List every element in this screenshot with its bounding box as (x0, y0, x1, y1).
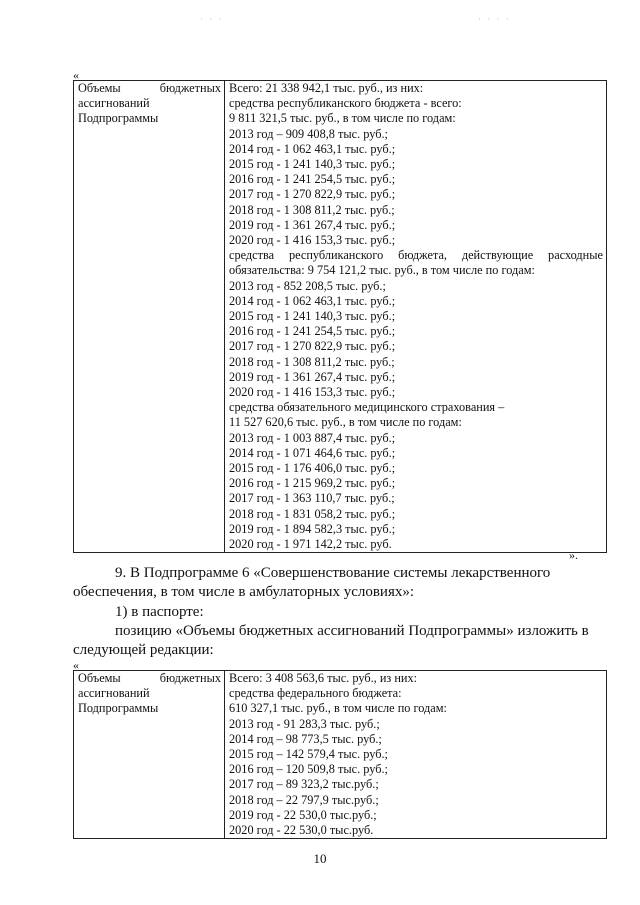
table-value-cell (225, 81, 607, 553)
year-line: 2016 год - 1 241 254,5 тыс. руб.; (229, 172, 396, 187)
year-line: 2015 год – 142 579,4 тыс. руб.; (229, 747, 388, 762)
year-line: 2020 год - 1 971 142,2 тыс. руб. (229, 537, 392, 552)
total-line: Всего: 3 408 563,6 тыс. руб., из них: (229, 671, 418, 685)
table-label-cell: Объемы бюджетных ассигнований Подпрограммы (74, 81, 225, 553)
year-line: 2016 год - 1 241 254,5 тыс. руб.; (229, 324, 396, 339)
year-line: 2020 год - 1 416 153,3 тыс. руб.; (229, 233, 396, 248)
paragraph-instruction: позицию «Объемы бюджетных ассигнований Подпрограммы» изложить в следующей редакции: (73, 623, 589, 658)
year-line: 2016 год – 120 509,8 тыс. руб.; (229, 762, 388, 777)
value-line: средства республиканского бюджета - всего: (229, 96, 462, 111)
page-number: 10 (313, 851, 327, 866)
value-line: 11 527 620,6 тыс. руб., в том числе по годам: (229, 415, 462, 430)
year-line: 2014 год - 1 062 463,1 тыс. руб.; (229, 141, 396, 156)
year-line: 2017 год - 1 270 822,9 тыс. руб.; (229, 187, 396, 202)
year-line: 2013 год – 909 408,8 тыс. руб.; (229, 126, 388, 141)
value-line: 9 811 321,5 тыс. руб., в том числе по годам: (229, 111, 456, 126)
year-line: 2018 год - 1 308 811,2 тыс. руб.; (229, 354, 395, 369)
year-line: 2019 год - 1 894 582,3 тыс. руб.; (229, 521, 396, 536)
year-line: 2013 год - 852 208,5 тыс. руб.; (229, 278, 386, 293)
year-line: 2017 год - 1 270 822,9 тыс. руб.; (229, 339, 396, 354)
year-line: 2015 год - 1 241 140,3 тыс. руб.; (229, 309, 396, 324)
year-line: 2018 год – 22 797,9 тыс.руб.; (229, 792, 379, 807)
value-line: средства республиканского бюджета, действующие расходные (229, 248, 603, 263)
total-line: Всего: 21 338 942,1 тыс. руб., из них: (229, 81, 424, 95)
year-line: 2016 год - 1 215 969,2 тыс. руб.; (229, 476, 396, 491)
table-label-cell: Объемы бюджетных ассигнований Подпрограммы (74, 671, 225, 839)
table-row (74, 81, 607, 553)
paragraph-subitem: 1) в паспорте: (115, 604, 204, 620)
header-artifact-left: · · · (200, 14, 224, 24)
year-line: 2015 год - 1 176 406,0 тыс. руб.; (229, 461, 396, 476)
year-line: 2013 год - 91 283,3 тыс. руб.; (229, 716, 380, 731)
year-line: 2013 год - 1 003 887,4 тыс. руб.; (229, 430, 396, 445)
year-line: 2014 год – 98 773,5 тыс. руб.; (229, 731, 382, 746)
year-line: 2020 год - 22 530,0 тыс.руб. (229, 823, 374, 838)
year-line: 2018 год - 1 308 811,2 тыс. руб.; (229, 202, 395, 217)
table-row (74, 671, 607, 839)
value-line: 610 327,1 тыс. руб., в том числе по годам: (229, 701, 447, 716)
value-line: обязательства: 9 754 121,2 тыс. руб., в том числе по годам: (229, 263, 535, 278)
budget-table-1 (73, 80, 607, 553)
open-quote-2: « (73, 658, 79, 672)
year-line: 2017 год - 1 363 110,7 тыс. руб.; (229, 491, 395, 506)
budget-table-2 (73, 670, 607, 839)
year-line: 2019 год - 1 361 267,4 тыс. руб.; (229, 217, 396, 232)
year-line: 2019 год - 22 530,0 тыс.руб.; (229, 807, 377, 822)
table-value-cell (225, 671, 607, 839)
year-line: 2017 год – 89 323,2 тыс.руб.; (229, 777, 379, 792)
open-quote-1: « (73, 68, 79, 82)
value-line: средства федерального бюджета: (229, 686, 402, 701)
header-artifact-right: · · · · (478, 14, 511, 24)
year-line: 2019 год - 1 361 267,4 тыс. руб.; (229, 369, 396, 384)
year-line: 2015 год - 1 241 140,3 тыс. руб.; (229, 157, 396, 172)
year-line: 2014 год - 1 062 463,1 тыс. руб.; (229, 293, 396, 308)
close-quote: ». (569, 548, 578, 562)
paragraph-item-9: 9. В Подпрограмме 6 «Совершенствование системы лекарственного обеспечения, в том числе в амбулаторных условиях»: (73, 565, 551, 600)
value-line: средства обязательного медицинского страхования – (229, 400, 505, 415)
year-line: 2020 год - 1 416 153,3 тыс. руб.; (229, 385, 396, 400)
year-line: 2014 год - 1 071 464,6 тыс. руб.; (229, 445, 396, 460)
year-line: 2018 год - 1 831 058,2 тыс. руб.; (229, 506, 396, 521)
